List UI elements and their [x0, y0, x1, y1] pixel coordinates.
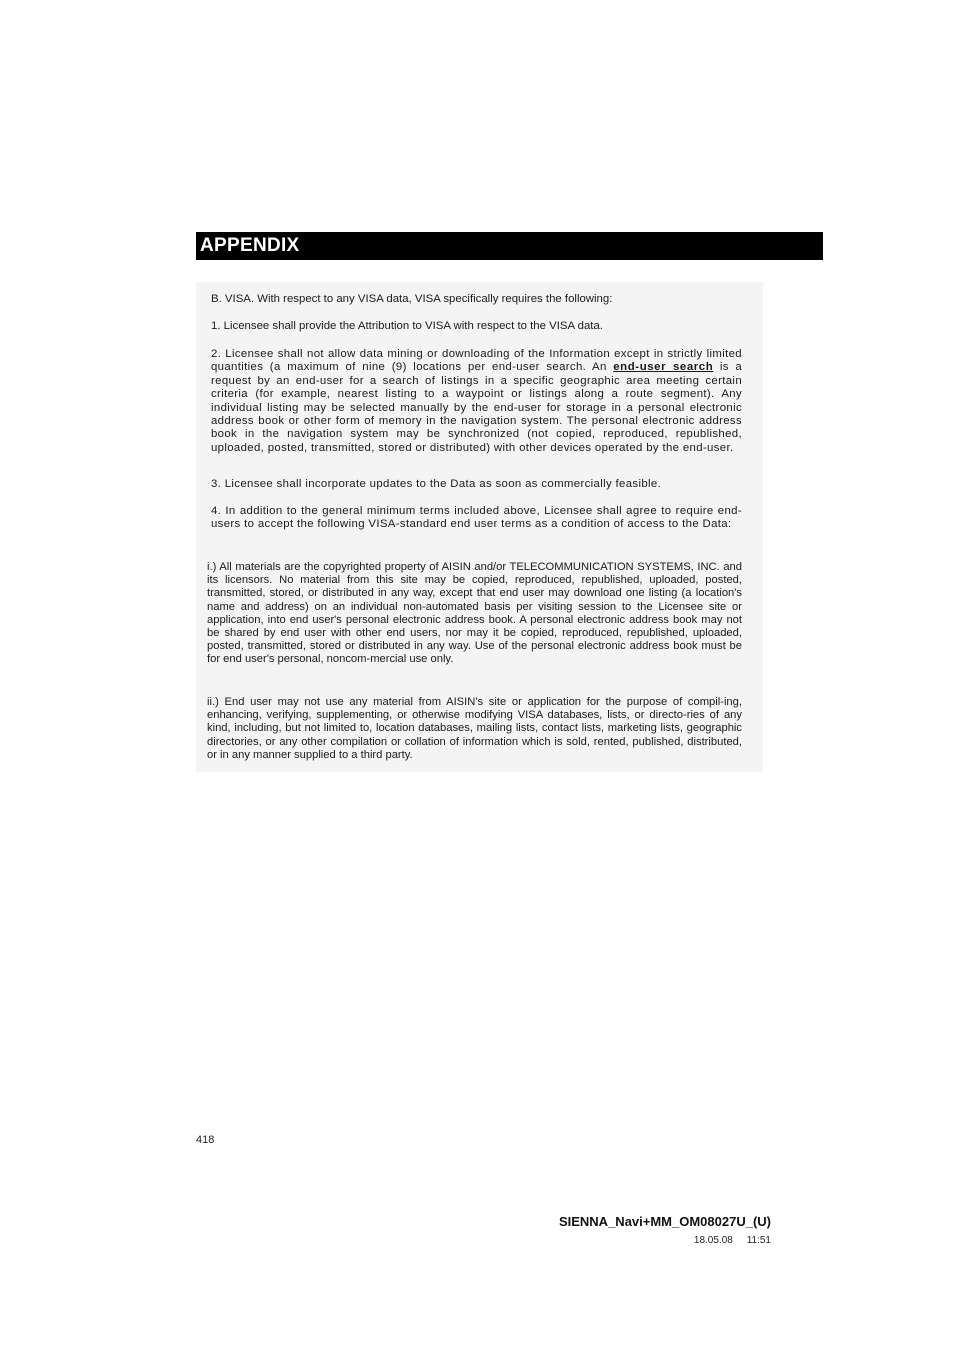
section-header-bar [196, 232, 823, 260]
paragraph-1: 1. Licensee shall provide the Attribution to VISA with respect to the VISA data. [211, 320, 603, 332]
section-title: APPENDIX [200, 235, 300, 256]
paragraph-i: i.) All materials are the copyrighted property of AISIN and/or TELECOMMUNICATION SYSTEMS, INC. and its licensors. No material from this site may be copied, reproduced, republished, uploaded, posted, transmitted, stored, or distributed in any way, except that end user may download one listing (a location's name and address) on an individual non-automated basis per visiting session to the Licensee site or application, into end user's personal electronic address book. A personal electronic address book may not be shared by end user with other end users, nor may it be copied, reproduced, republished, uploaded, posted, transmitted, stored or distributed in any way. Use of the personal electronic address book must be for end user's personal, noncom-mercial use only. [207, 561, 742, 666]
paragraph-2-text-end: is a request by an end-user for a search of listings in a specific geographic area meeting certain criteria (for example, nearest listing to a waypoint or listings along a route segment). Any individual listing may be selected manually by the end-user for storage in a personal electronic address book or other form of memory in the navigation system. The personal electronic address book in the navigation system may be synchronized (not copied, reproduced, republished, uploaded, posted, transmitted, stored or distributed) with other devices operated by the end-user. [211, 361, 743, 454]
paragraph-2-text-start: 2. Licensee shall not allow data mining or downloading of the Information except in strictly limited quantities (a maximum of nine (9) locations per end-user search. An [211, 348, 742, 374]
paragraph-3: 3. Licensee shall incorporate updates to the Data as soon as commercially feasible. [211, 478, 662, 490]
document-timestamp: 18.05.08 11:51 [693, 1235, 771, 1246]
page-number: 418 [196, 1134, 215, 1146]
end-user-search-term: end-user search [613, 361, 714, 374]
paragraph-2 [211, 348, 742, 455]
paragraph-b-visa: B. VISA. With respect to any VISA data, VISA specifically requires the following: [211, 293, 613, 305]
document-id: SIENNA_Navi+MM_OM08027U_(U) [558, 1214, 771, 1229]
paragraph-ii: ii.) End user may not use any material from AISIN's site or application for the purpose of compil-ing, enhancing, verifying, supplementing, or otherwise modifying VISA databases, lists, or directo-ries of any kind, including, but not limited to, location databases, mailing lists, contact lists, marketing lists, geographic directories, or any other compilation or collation of information which is sold, rented, published, distributed, or in any manner supplied to a third party. [207, 696, 742, 761]
paragraph-4: 4. In addition to the general minimum terms included above, Licensee shall agree to require end-users to accept the following VISA-standard end user terms as a condition of access to the Data: [211, 505, 742, 531]
